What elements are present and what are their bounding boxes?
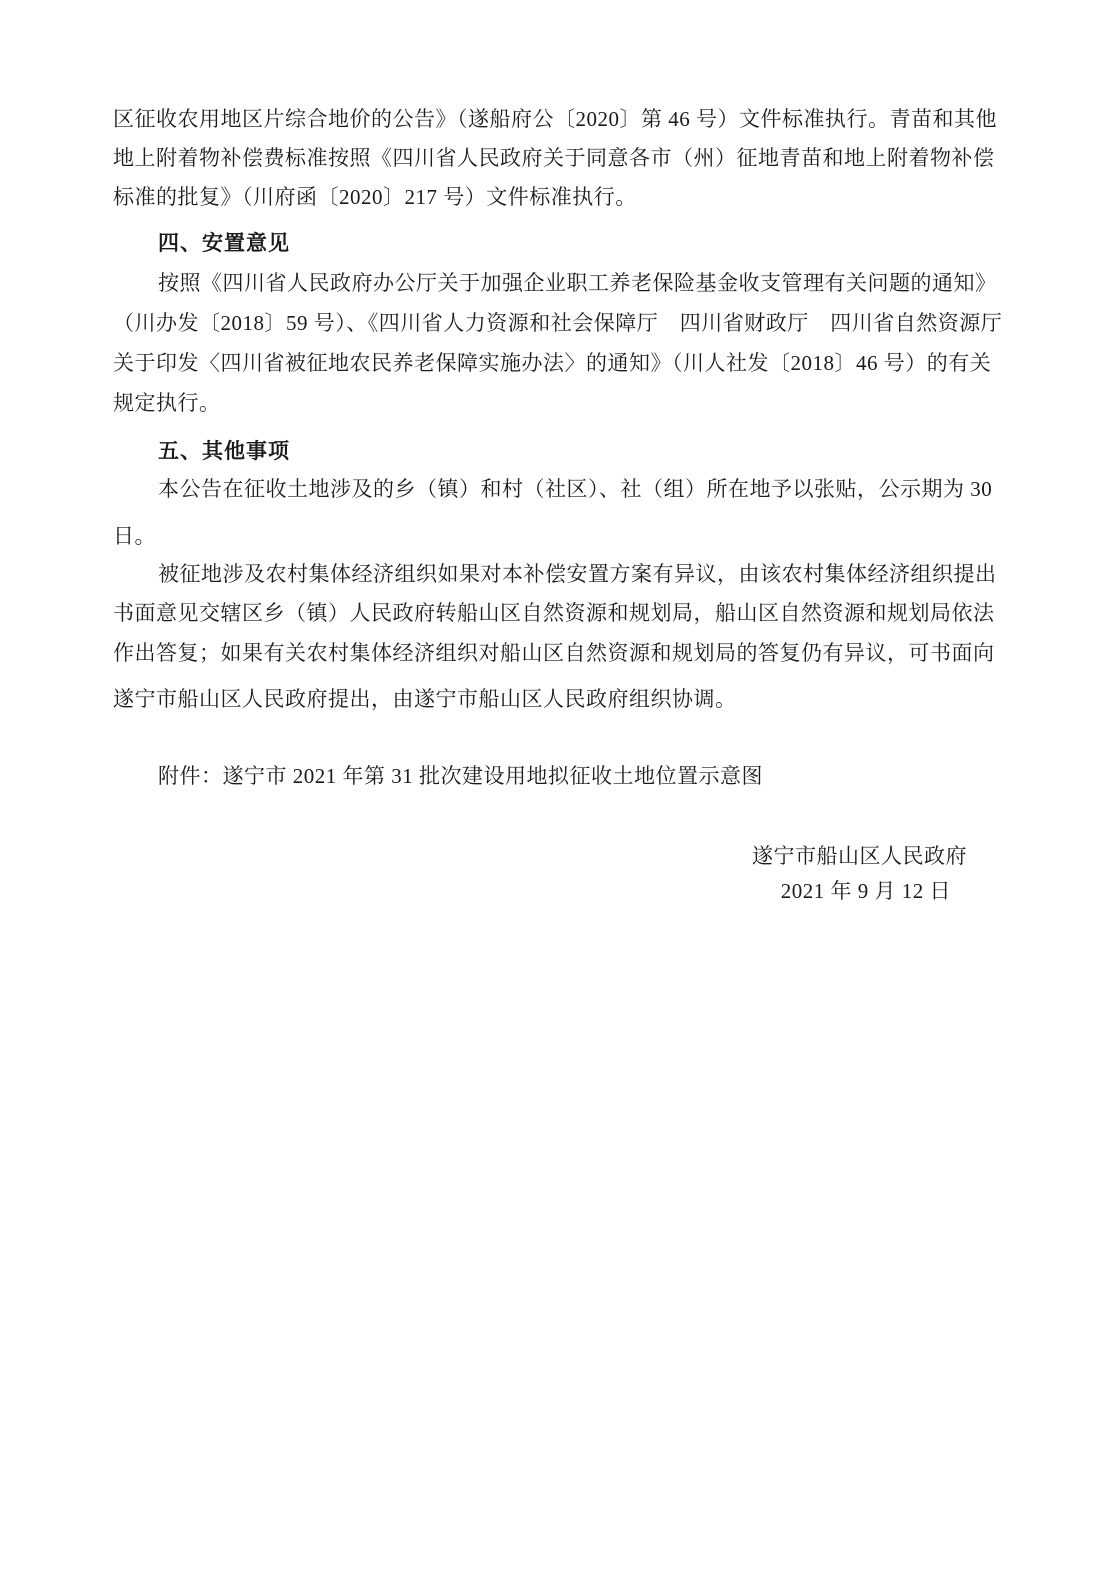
attachment-line: 附件：遂宁市 2021 年第 31 批次建设用地拟征收土地位置示意图: [158, 764, 763, 788]
doc-line-11: 日。: [113, 524, 156, 548]
doc-line-12: 被征地涉及农村集体经济组织如果对本补偿安置方案有异议，由该农村集体经济组织提出: [158, 562, 997, 586]
doc-line-15: 遂宁市船山区人民政府提出，由遂宁市船山区人民政府组织协调。: [113, 687, 737, 711]
doc-line-6: （川办发〔2018〕59 号）、《四川省人力资源和社会保障厅 四川省财政厅 四川省自然资源厅: [113, 311, 1003, 335]
signature-name: 遂宁市船山区人民政府: [752, 844, 967, 868]
doc-line-1: 区征收农用地区片综合地价的公告》（遂船府公〔2020〕第 46 号）文件标准执行。青苗和其他: [113, 107, 997, 131]
doc-line-13: 书面意见交辖区乡（镇）人民政府转船山区自然资源和规划局，船山区自然资源和规划局依法: [113, 601, 995, 625]
section-heading-placement-opinion: 四、安置意见: [158, 231, 290, 255]
section-heading-other-matters: 五、其他事项: [158, 439, 290, 463]
doc-line-2: 地上附着物补偿费标准按照《四川省人民政府关于同意各市（州）征地青苗和地上附着物补偿: [113, 146, 995, 170]
doc-line-5: 按照《四川省人民政府办公厅关于加强企业职工养老保险基金收支管理有关问题的通知》: [158, 271, 997, 295]
doc-line-3: 标准的批复》（川府函〔2020〕217 号）文件标准执行。: [113, 185, 637, 209]
signature-date: 2021 年 9 月 12 日: [780, 879, 951, 903]
doc-line-10: 本公告在征收土地涉及的乡（镇）和村（社区）、社（组）所在地予以张贴，公示期为 30: [158, 477, 993, 501]
doc-line-8: 规定执行。: [113, 391, 221, 415]
doc-line-14: 作出答复；如果有关农村集体经济组织对船山区自然资源和规划局的答复仍有异议，可书面向: [113, 641, 995, 665]
doc-line-7: 关于印发〈四川省被征地农民养老保障实施办法〉的通知》（川人社发〔2018〕46 号）的有关: [113, 351, 992, 375]
